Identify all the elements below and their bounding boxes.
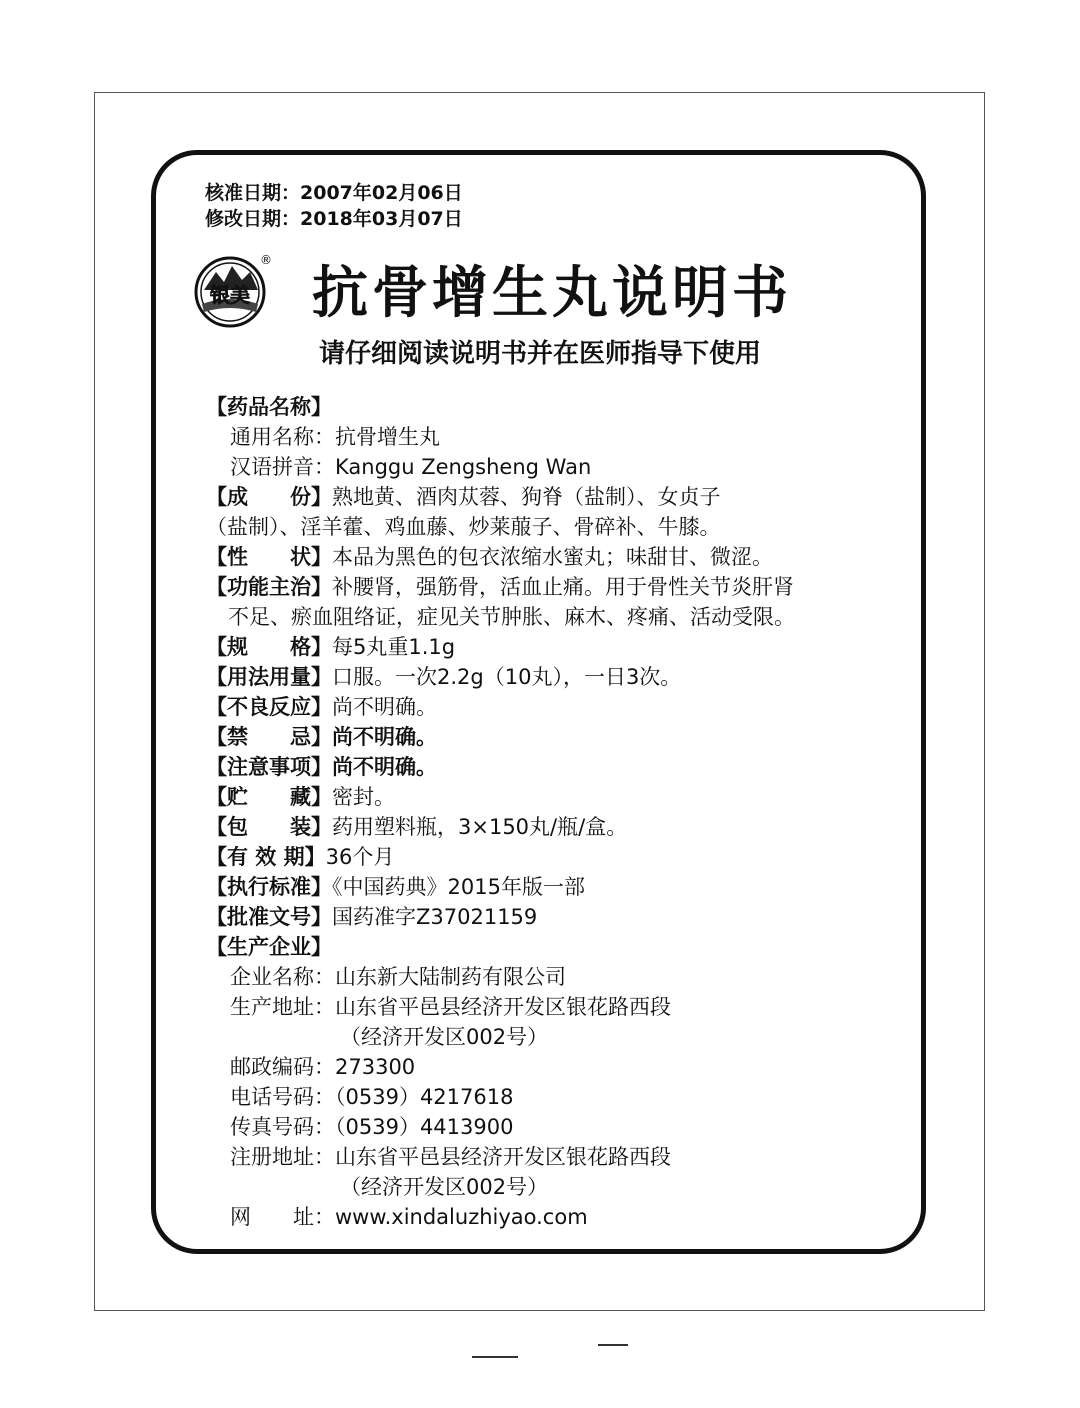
registered-mark: ® bbox=[260, 253, 272, 267]
usage-text: 口服。一次2.2g（10丸），一日3次。 bbox=[332, 665, 682, 689]
page-subtitle: 请仔细阅读说明书并在医师指导下使用 bbox=[318, 339, 761, 369]
properties-text: 本品为黑色的包衣浓缩水蜜丸；味甜甘、微涩。 bbox=[332, 545, 773, 569]
package-row bbox=[206, 812, 866, 842]
company-name: 企业名称：山东新大陆制药有限公司 bbox=[230, 965, 566, 989]
footer-rule-left bbox=[472, 1356, 518, 1358]
contraindications-header: 【禁 忌】 bbox=[206, 725, 332, 749]
indications-header: 【功能主治】 bbox=[206, 575, 332, 599]
ingredients-row bbox=[206, 482, 866, 512]
generic-name: 通用名称：抗骨增生丸 bbox=[230, 425, 440, 449]
usage-row bbox=[206, 662, 866, 692]
cautions-row bbox=[206, 752, 866, 782]
registered-address-continued: （经济开发区002号） bbox=[340, 1175, 549, 1199]
logo-text: 银美 bbox=[210, 283, 250, 307]
usage-header: 【用法用量】 bbox=[206, 665, 332, 689]
footer-rule-right bbox=[598, 1344, 628, 1346]
dates-block bbox=[205, 180, 463, 232]
ingredients-continued: （盐制）、淫羊藿、鸡血藤、炒莱菔子、骨碎补、牛膝。 bbox=[206, 515, 721, 539]
indications-row bbox=[206, 572, 866, 602]
production-address-continued: （经济开发区002号） bbox=[340, 1025, 549, 1049]
adverse-text: 尚不明确。 bbox=[332, 695, 437, 719]
production-address: 生产地址：山东省平邑县经济开发区银花路西段 bbox=[230, 995, 671, 1019]
adverse-header: 【不良反应】 bbox=[206, 695, 332, 719]
validity-row bbox=[206, 842, 866, 872]
fax-number: 传真号码：（0539）4413900 bbox=[230, 1115, 514, 1139]
leaflet-body bbox=[206, 392, 866, 1232]
spec-header: 【规 格】 bbox=[206, 635, 332, 659]
manufacturer-header: 【生产企业】 bbox=[206, 935, 332, 959]
properties-header: 【性 状】 bbox=[206, 545, 332, 569]
adverse-row bbox=[206, 692, 866, 722]
contraindications-row bbox=[206, 722, 866, 752]
approval-text: 国药准字Z37021159 bbox=[332, 905, 538, 929]
brand-logo-icon bbox=[192, 250, 272, 330]
website: 网 址：www.xindaluzhiyao.com bbox=[230, 1205, 588, 1229]
cautions-header: 【注意事项】 bbox=[206, 755, 332, 779]
revision-date: 修改日期：2018年03月07日 bbox=[205, 208, 463, 230]
standard-header: 【执行标准】 bbox=[206, 875, 332, 899]
indications-continued: 不足、瘀血阻络证，症见关节肿胀、麻木、疼痛、活动受限。 bbox=[228, 605, 795, 629]
storage-text: 密封。 bbox=[332, 785, 395, 809]
storage-row bbox=[206, 782, 866, 812]
indications-text: 补腰肾，强筋骨，活血止痛。用于骨性关节炎肝肾 bbox=[332, 575, 794, 599]
phone-number: 电话号码：（0539）4217618 bbox=[230, 1085, 514, 1109]
cautions-text: 尚不明确。 bbox=[332, 755, 437, 779]
postcode: 邮政编码：273300 bbox=[230, 1055, 416, 1079]
ingredients-header: 【成 份】 bbox=[206, 485, 332, 509]
ingredients-text: 熟地黄、酒肉苁蓉、狗脊（盐制）、女贞子 bbox=[332, 485, 721, 509]
page-title: 抗骨增生丸说明书 bbox=[312, 261, 792, 326]
approval-row bbox=[206, 902, 866, 932]
validity-header: 【有 效 期】 bbox=[206, 845, 326, 869]
pinyin-name: 汉语拼音：Kanggu Zengsheng Wan bbox=[230, 455, 592, 479]
validity-text: 36个月 bbox=[325, 845, 395, 869]
spec-row bbox=[206, 632, 866, 662]
storage-header: 【贮 藏】 bbox=[206, 785, 332, 809]
approval-header: 【批准文号】 bbox=[206, 905, 332, 929]
contraindications-text: 尚不明确。 bbox=[332, 725, 437, 749]
approval-date: 核准日期：2007年02月06日 bbox=[205, 182, 463, 204]
package-text: 药用塑料瓶，3×150丸/瓶/盒。 bbox=[332, 815, 628, 839]
spec-text: 每5丸重1.1g bbox=[332, 635, 456, 659]
standard-row bbox=[206, 872, 866, 902]
standard-text: 《中国药典》2015年版一部 bbox=[332, 875, 585, 899]
properties-row bbox=[206, 542, 866, 572]
registered-address: 注册地址：山东省平邑县经济开发区银花路西段 bbox=[230, 1145, 671, 1169]
drug-name-header: 【药品名称】 bbox=[206, 395, 332, 419]
package-header: 【包 装】 bbox=[206, 815, 332, 839]
